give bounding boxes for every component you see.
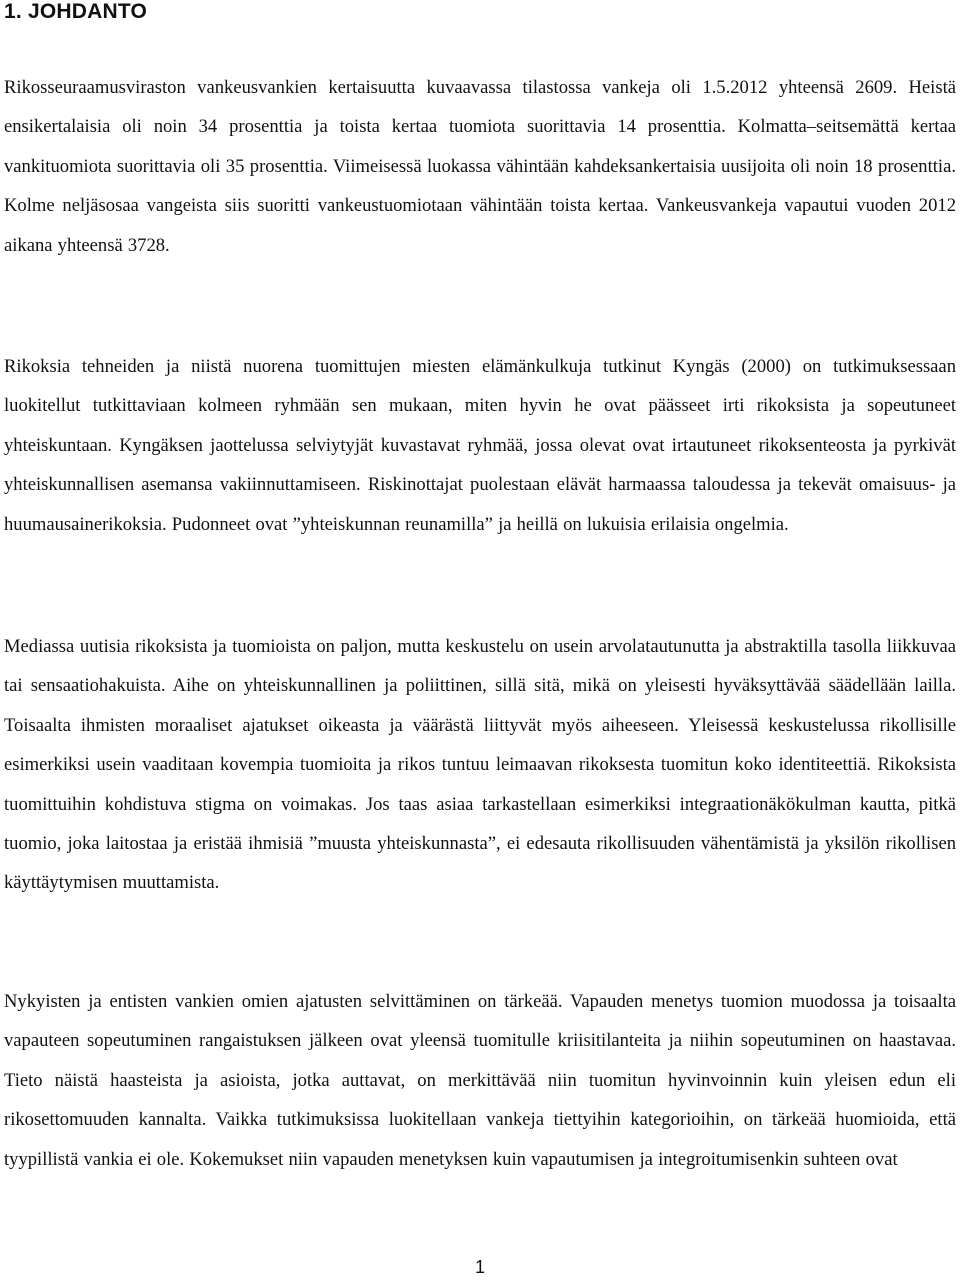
paragraph-statistics: Rikosseuraamusviraston vankeusvankien kertaisuutta kuvaavassa tilastossa vankeja oli 1.5.2012 yhteensä 2609. Heistä ensikertalaisia oli noin 34 prosenttia ja toista kertaa tuomiota suorittavia 14 prosenttia. Kolmatta–seitsemättä kertaa vankituomiota suorittavia oli 35 prosenttia. Viimeisessä luokassa vähintään kahdeksankertaisia uusijoita oli noin 18 prosenttia. Kolme neljäsosaa vangeista siis suoritti vankeustuomiotaan vähintään toista kertaa. Vankeusvankeja vapautui vuoden 2012 aikana yhteensä 3728.: [4, 77, 956, 256]
page-number: 1: [474, 1257, 485, 1277]
paragraph-media-discussion: Mediassa uutisia rikoksista ja tuomioista on paljon, mutta keskustelu on usein arvolatautunutta ja abstraktilla tasolla liikkuvaa tai sensaatiohakuista. Aihe on yhteiskunnallinen ja poliittinen, sillä sitä, mikä on yleisesti hyväksyttävää säädellään lailla. Toisaalta ihmisten moraaliset ajatukset oikeasta ja väärästä liittyvät myös aiheeseen. Yleisessä keskustelussa rikollisille esimerkiksi usein vaaditaan kovempia tuomioita ja rikos tuntuu leimaavan rikoksesta tuomitun koko identiteettiä. Rikoksista tuomittuihin kohdistuva stigma on voimakas. Jos taas asiaa tarkastellaan esimerkiksi integraationäkökulman kautta, pitkä tuomio, joka laitostaa ja eristää ihmisiä ”muusta yhteiskunnasta”, ei edesauta rikollisuuden vähentämistä ja yksilön rikollisen käyttäytymisen muuttamista.: [4, 636, 956, 894]
section-heading: 1. JOHDANTO: [4, 0, 148, 23]
paragraph-prisoner-perspectives: Nykyisten ja entisten vankien omien ajatusten selvittäminen on tärkeää. Vapauden menetys tuomion muodossa ja toisaalta vapauteen sopeutuminen rangaistuksen jälkeen ovat yleensä tuomitulle kriisitilanteita ja niihin sopeutuminen on haastavaa. Tieto näistä haasteista ja asioista, jotka auttavat, on merkittävää niin tuomitun hyvinvoinnin kuin yleisen edun eli rikosettomuuden kannalta. Vaikka tutkimuksissa luokitellaan vankeja tiettyihin kategorioihin, on tärkeää huomioida, että tyypillistä vankia ei ole. Kokemukset niin vapauden menetyksen kuin vapautumisen ja integroitumisenkin suhteen ovat: [4, 991, 956, 1170]
paragraph-kyngas-groups: Rikoksia tehneiden ja niistä nuorena tuomittujen miesten elämänkulkuja tutkinut Kyngäs (2000) on tutkimuksessaan luokitellut tutkittaviaan kolmeen ryhmään sen mukaan, miten hyvin he ovat päässeet irti rikoksista ja sopeutuneet yhteiskuntaan. Kyngäksen jaottelussa selviytyjät kuvastavat ryhmää, jossa olevat ovat irtautuneet rikoksenteosta ja pyrkivät yhteiskunnallisen asemansa vakiinnuttamiseen. Riskinottajat puolestaan elävät harmaassa taloudessa ja tekevät omaisuus- ja huumausainerikoksia. Pudonneet ovat ”yhteiskunnan reunamilla” ja heillä on lukuisia erilaisia ongelmia.: [4, 356, 956, 535]
document-page: [4, 0, 956, 1280]
